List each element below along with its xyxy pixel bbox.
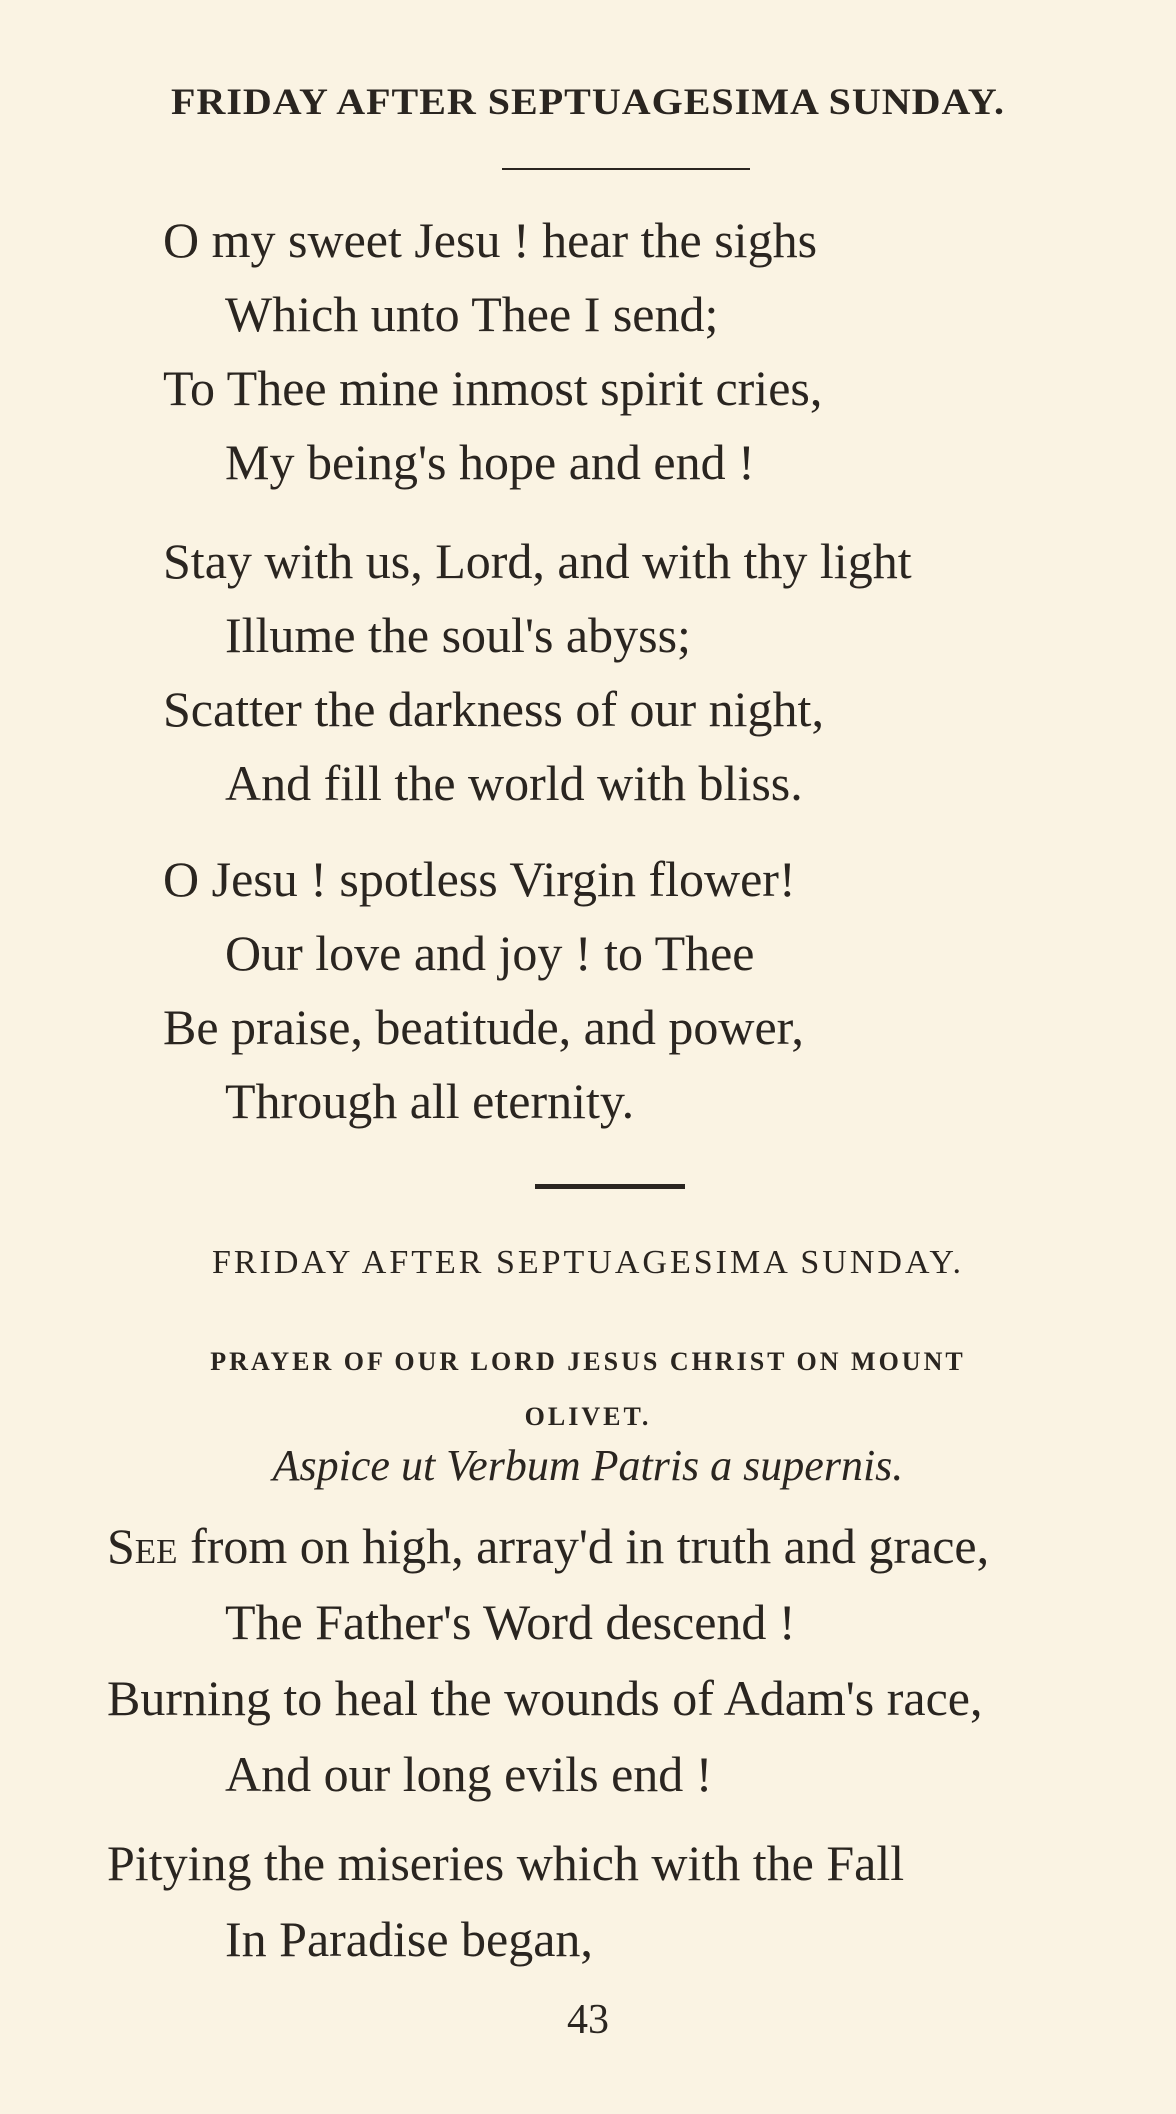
verse-line: In Paradise began,	[225, 1911, 593, 1967]
prayer-title-line-1: PRAYER OF OUR LORD JESUS CHRIST ON MOUNT	[210, 1347, 966, 1376]
verse-line: Scatter the darkness of our night,	[163, 681, 824, 737]
drop-word: See	[107, 1518, 178, 1574]
verse-line: Through all eternity.	[225, 1073, 635, 1129]
page-number: 43	[567, 1997, 609, 2043]
verse-line: O my sweet Jesu ! hear the sighs	[163, 212, 818, 268]
running-head: FRIDAY AFTER SEPTUAGESIMA SUNDAY.	[171, 80, 1005, 123]
verse-line: And fill the world with bliss.	[225, 755, 803, 811]
hymn1-stanza-1	[0, 203, 1176, 499]
top-divider	[502, 168, 750, 170]
hymn2-stanza-2	[0, 1825, 1176, 1977]
verse-line: Be praise, beatitude, and power,	[163, 999, 804, 1055]
latin-incipit: Aspice ut Verbum Patris a supernis.	[272, 1441, 904, 1490]
hymn2-stanza-1	[0, 1508, 1176, 1812]
verse-line: My being's hope and end !	[225, 434, 755, 490]
verse-line: Our love and joy ! to Thee	[225, 925, 755, 981]
verse-line: Illume the soul's abyss;	[225, 607, 691, 663]
verse-line: The Father's Word descend !	[225, 1594, 796, 1650]
verse-line	[0, 1508, 1176, 1584]
verse-line: Stay with us, Lord, and with thy light	[163, 533, 912, 589]
hymn1-stanza-2	[0, 524, 1176, 820]
verse-line: Burning to heal the wounds of Adam's race,	[107, 1670, 983, 1726]
prayer-title-line-2: OLIVET.	[524, 1402, 652, 1431]
verse-line: Pitying the miseries which with the Fall	[107, 1835, 905, 1891]
section-divider	[535, 1184, 685, 1189]
verse-line-rest: from on high, array'd in truth and grace,	[177, 1518, 990, 1574]
verse-line: To Thee mine inmost spirit cries,	[163, 360, 823, 416]
section-title: FRIDAY AFTER SEPTUAGESIMA SUNDAY.	[211, 1244, 965, 1281]
verse-line: Which unto Thee I send;	[225, 286, 719, 342]
prayer-title	[0, 1334, 1176, 1444]
hymn1-stanza-3	[0, 842, 1176, 1138]
verse-line: And our long evils end !	[225, 1746, 713, 1802]
verse-line: O Jesu ! spotless Virgin flower!	[163, 851, 796, 907]
